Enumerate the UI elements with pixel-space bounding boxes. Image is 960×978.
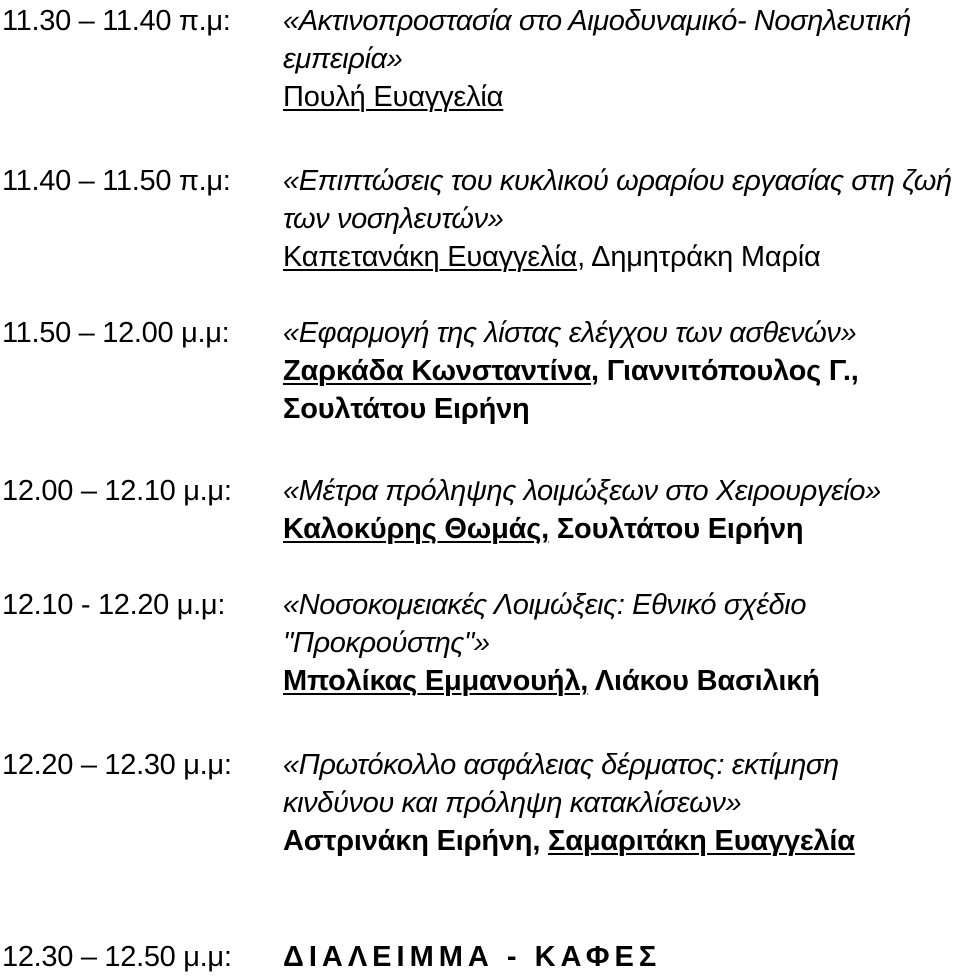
session-content <box>283 746 955 860</box>
session-content <box>283 2 955 116</box>
session-time: 12.00 – 12.10 μ.μ: <box>2 475 232 507</box>
author: Σουλτάτου Ειρήνη <box>549 513 804 545</box>
session-title: «Νοσοκομειακές Λοιμώξεις: Εθνικό σχέδιο "Προκρούστης"» <box>283 589 807 659</box>
session-title: «Πρωτόκολλο ασφάλειας δέρματος: εκτίμηση κινδύνου και πρόληψη κατακλίσεων» <box>283 749 839 819</box>
author: Ζαρκάδα Κωνσταντίνα <box>283 355 591 387</box>
session-time: 12.10 - 12.20 μ.μ: <box>2 589 226 621</box>
session-time: 11.30 – 11.40 π.μ: <box>2 5 231 37</box>
author: Πουλή Ευαγγελία <box>283 81 504 113</box>
session-content <box>283 586 955 700</box>
session-content <box>283 162 955 276</box>
session-time: 12.20 – 12.30 μ.μ: <box>2 749 232 781</box>
break-time: 12.30 – 12.50 μ.μ: <box>2 941 232 973</box>
session-time: 11.50 – 12.00 μ.μ: <box>2 317 230 349</box>
author: Καπετανάκη Ευαγγελία <box>283 241 578 273</box>
session-time: 11.40 – 11.50 π.μ: <box>2 165 231 197</box>
session-content <box>283 472 955 548</box>
author: , Δημητράκη Μαρία <box>577 241 821 273</box>
session-title: «Μέτρα πρόληψης λοιμώξεων στο Χειρουργείο» <box>283 475 881 507</box>
session-content <box>283 314 955 428</box>
author: Μπολίκας Εμμανουήλ, <box>283 665 589 697</box>
session-title: «Εφαρμογή της λίστας ελέγχου των ασθενών» <box>283 317 857 349</box>
author: Σαμαριτάκη Ευαγγελία <box>548 825 855 857</box>
session-authors <box>283 352 955 428</box>
session-authors <box>283 78 955 116</box>
session-authors <box>283 238 955 276</box>
session-title: «Ακτινοπροστασία στο Αιμοδυναμικό- Νοσηλευτική εμπειρία» <box>283 5 911 75</box>
author: , Γιαννιτόπουλος Γ., Σουλτάτου Ειρήνη <box>283 355 859 425</box>
author: Καλοκύρης Θωμάς, <box>283 513 549 545</box>
author: Λιάκου Βασιλική <box>588 665 820 697</box>
session-authors <box>283 510 955 548</box>
session-title: «Επιπτώσεις του κυκλικού ωραρίου εργασίας στη ζωή των νοσηλευτών» <box>283 165 952 235</box>
author: Αστρινάκη Ειρήνη, <box>283 825 549 857</box>
session-authors <box>283 822 955 860</box>
break-label: ΔΙΑΛΕΙΜΜΑ - ΚΑΦΕΣ <box>283 941 662 973</box>
session-authors <box>283 662 955 700</box>
